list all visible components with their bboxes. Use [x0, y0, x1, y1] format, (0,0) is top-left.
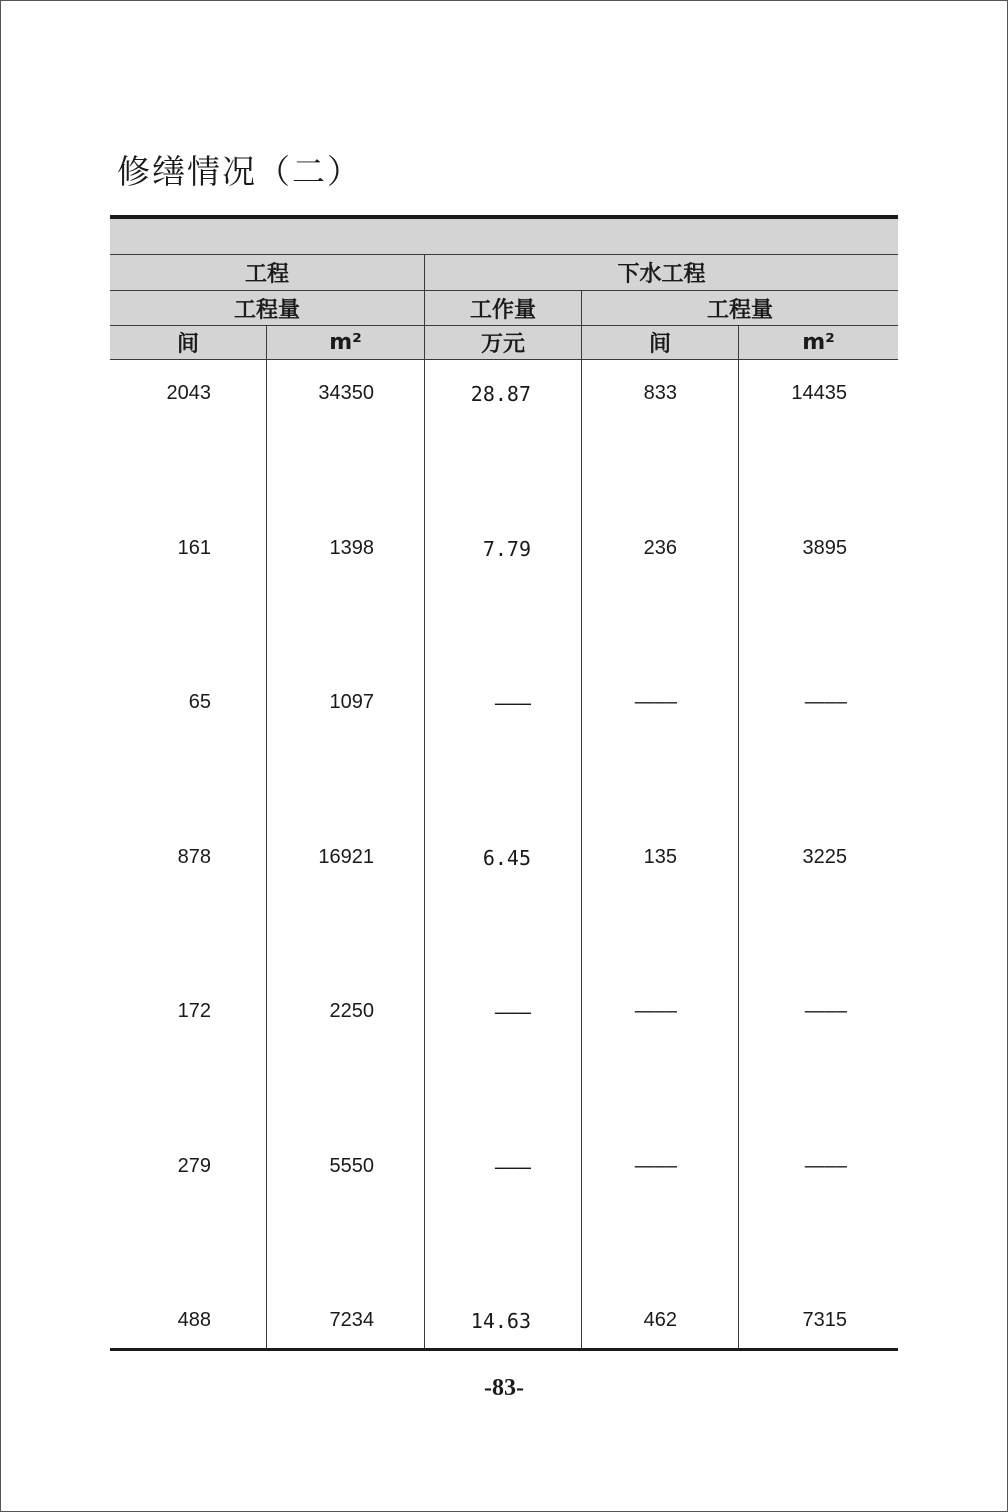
- column-divider-3: [581, 290, 582, 1350]
- table-cell-r4-c4: 135: [643, 846, 677, 868]
- table-cell-r4-c3: 6.45: [482, 846, 531, 870]
- header-group-sewer: 下水工程: [617, 262, 706, 287]
- unit-area-2: m²: [802, 330, 835, 355]
- header-sub-quantity-2: 工程量: [706, 297, 773, 323]
- table-cell-r3-c5: —––: [804, 691, 847, 713]
- table-cell-r1-c5: 14435: [791, 382, 847, 404]
- table-cell-r3-c1: 65: [188, 691, 211, 713]
- column-divider-4: [738, 325, 739, 1350]
- table-cell-r1-c3: 28.87: [470, 382, 531, 406]
- table-cell-r1-c2: 34350: [318, 382, 374, 404]
- table-cell-r1-c4: 833: [643, 382, 677, 404]
- table-cell-r3-c3: —––: [494, 691, 531, 715]
- header-sub-workload: 工作量: [469, 297, 536, 323]
- table-cell-r7-c4: 462: [643, 1309, 677, 1331]
- table-cell-r3-c2: 1097: [329, 691, 374, 713]
- table-cell-r5-c4: —––: [634, 1000, 677, 1022]
- table-cell-r7-c5: 7315: [802, 1309, 847, 1331]
- table-cell-r6-c2: 5550: [329, 1155, 374, 1177]
- page-number: -83-: [484, 1375, 524, 1401]
- table-cell-r2-c1: 161: [177, 537, 211, 559]
- header-line-4: [110, 359, 898, 360]
- unit-rooms-2: 间: [648, 332, 671, 357]
- table-cell-r5-c2: 2250: [329, 1000, 374, 1022]
- table-cell-r6-c1: 279: [177, 1155, 211, 1177]
- header-group-project: 工程: [244, 262, 289, 287]
- table-cell-r6-c4: —––: [634, 1155, 677, 1177]
- unit-area-1: m²: [329, 330, 362, 355]
- table-cell-r6-c3: —––: [494, 1155, 531, 1179]
- table-cell-r7-c1: 488: [177, 1309, 211, 1331]
- unit-ten-thousand-yuan: 万元: [480, 332, 525, 357]
- table-cell-r4-c5: 3225: [802, 846, 847, 868]
- page-title: 修缮情况（二）: [117, 152, 362, 191]
- table-cell-r2-c4: 236: [643, 537, 677, 559]
- table-cell-r4-c1: 878: [177, 846, 211, 868]
- column-divider-main: [424, 254, 425, 1350]
- table-bottom-rule: [110, 1348, 898, 1351]
- table-cell-r5-c5: —––: [804, 1000, 847, 1022]
- table-cell-r7-c2: 7234: [329, 1309, 374, 1331]
- table-cell-r5-c1: 172: [177, 1000, 211, 1022]
- table-cell-r1-c1: 2043: [166, 382, 211, 404]
- column-divider-1: [266, 325, 267, 1350]
- table-cell-r3-c4: —––: [634, 691, 677, 713]
- unit-rooms-1: 间: [176, 332, 199, 357]
- table-top-rule: [110, 215, 898, 219]
- header-sub-quantity-1: 工程量: [233, 297, 300, 323]
- table-cell-r7-c3: 14.63: [470, 1309, 531, 1333]
- table-cell-r2-c5: 3895: [802, 537, 847, 559]
- table-cell-r4-c2: 16921: [318, 846, 374, 868]
- table-cell-r6-c5: —––: [804, 1155, 847, 1177]
- table-cell-r2-c3: 7.79: [482, 537, 531, 561]
- table-cell-r5-c3: —––: [494, 1000, 531, 1024]
- table-cell-r2-c2: 1398: [329, 537, 374, 559]
